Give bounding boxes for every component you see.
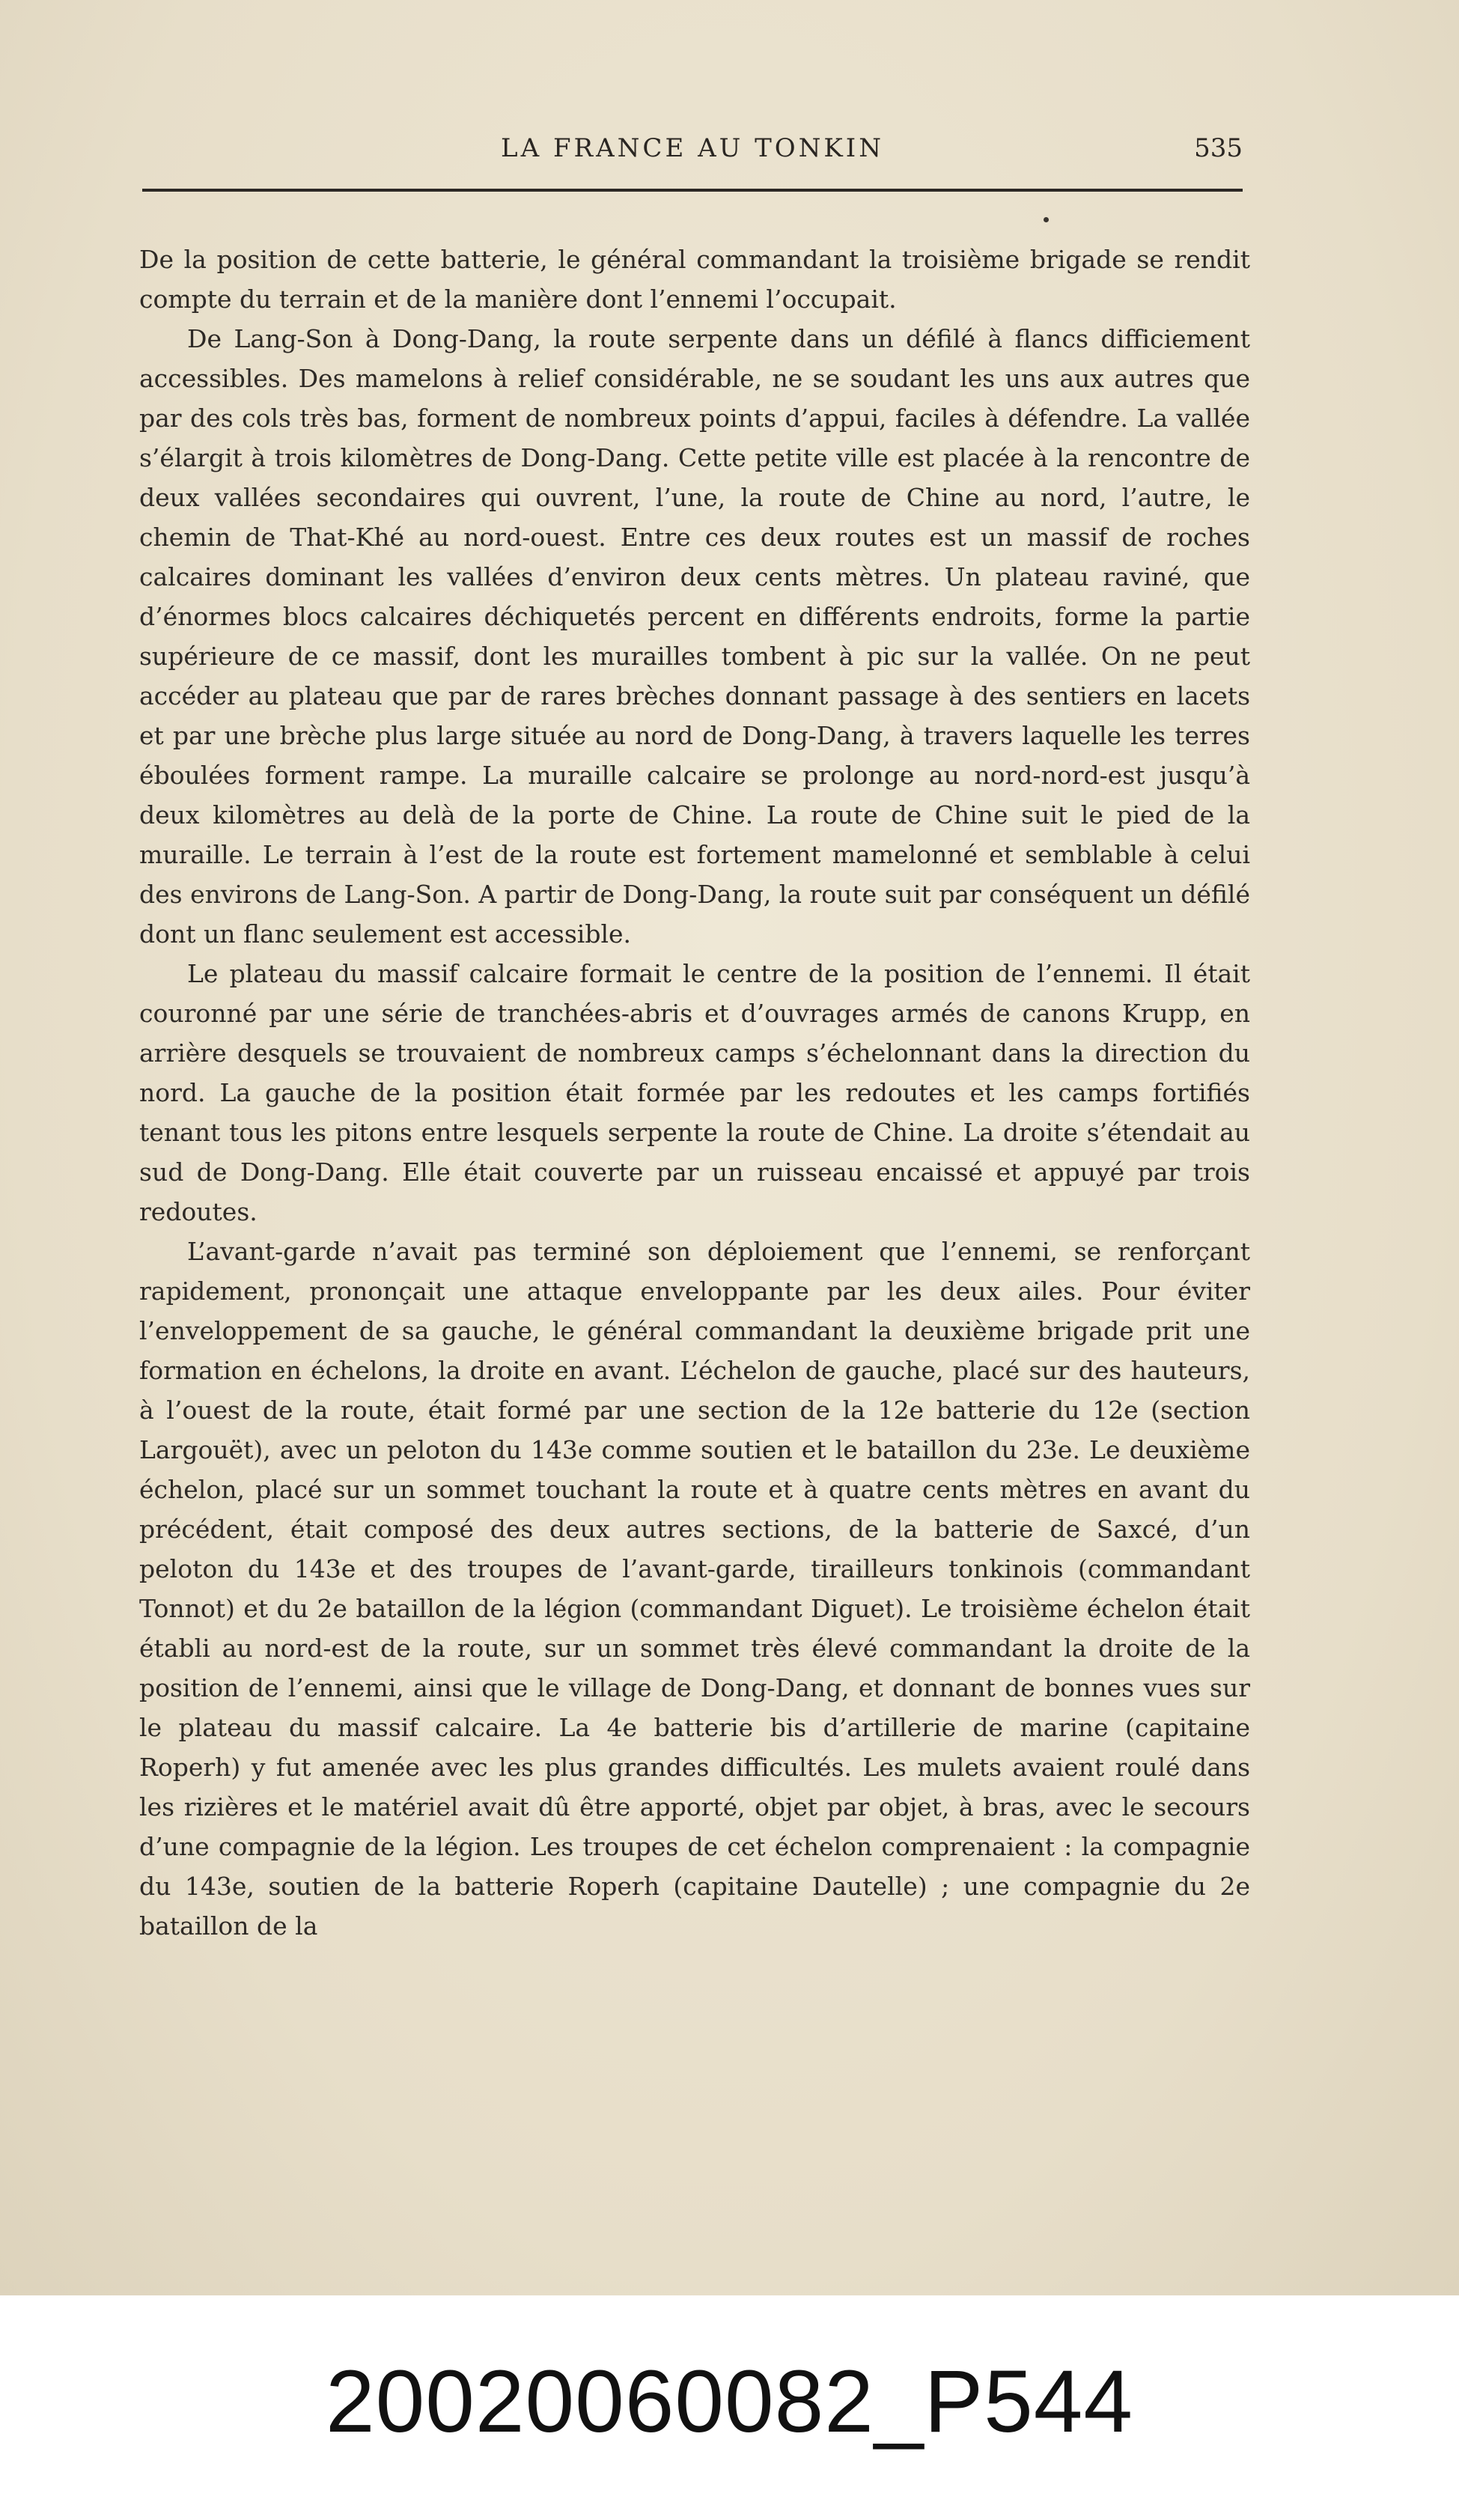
running-head-title: LA FRANCE AU TONKIN — [501, 133, 884, 163]
running-head — [142, 126, 1243, 178]
paragraph: Le plateau du massif calcaire formait le centre de la position de l’ennemi. Il était couronné par une série de tranchées-abris et d’ouvrages armés de canons Krupp, en arrière desquels se trouvaient de nombreux camps s’échelonnant dans la direction du nord. La gauche de la position était formée par les redoutes et les camps fortifiés tenant tous les pitons entre lesquels serpente la route de Chine. La droite s’étendait au sud de Dong-Dang. Elle était couverte par un ruisseau encaissé et appuyé par trois redoutes. — [139, 959, 1250, 1226]
body-text — [139, 240, 1250, 1946]
ink-speck — [1044, 217, 1049, 222]
page-number: 535 — [1194, 133, 1243, 163]
paragraph: De Lang-Son à Dong-Dang, la route serpente dans un défilé à flancs difficiement accessibles. Des mamelons à relief considérable, ne se soudant les uns aux autres que par des cols très bas, forment de nombreux points d’appui, faciles à défendre. La vallée s’élargit à trois kilomètres de Dong-Dang. Cette petite ville est placée à la rencontre de deux vallées secondaires qui ouvrent, l’une, la route de Chine au nord, l’autre, le chemin de That-Khé au nord-ouest. Entre ces deux routes est un massif de roches calcaires dominant les vallées d’environ deux cents mètres. Un plateau raviné, que d’énormes blocs calcaires déchiquetés percent en différents endroits, forme la partie supérieure de ce massif, dont les murailles tombent à pic sur la vallée. On ne peut accéder au plateau que par de rares brèches donnant passage à des sentiers en lacets et par une brèche plus large située au nord de Dong-Dang, à travers laquelle les terres éboulées forment rampe. La muraille calcaire se prolonge au nord-nord-est jusqu’à deux kilomètres au delà de la porte de Chine. La route de Chine suit le pied de la muraille. Le terrain à l’est de la route est fortement mamelonné et semblable à celui des environs de Lang-Son. A partir de Dong-Dang, la route suit par conséquent un défilé dont un flanc seulement est accessible. — [139, 324, 1250, 949]
header-rule — [142, 189, 1243, 192]
paragraph: De la position de cette batterie, le général commandant la troisième brigade se rendit compte du terrain et de la manière dont l’ennemi l’occupait. — [139, 245, 1250, 314]
paragraph: L’avant-garde n’avait pas terminé son déploiement que l’ennemi, se renforçant rapidement, prononçait une attaque enveloppante par les deux ailes. Pour éviter l’enveloppement de sa gauche, le général commandant la deuxième brigade prit une formation en échelons, la droite en avant. L’échelon de gauche, placé sur des hauteurs, à l’ouest de la route, était formé par une section de la 12e batterie du 12e (section Largouët), avec un peloton du 143e comme soutien et le bataillon du 23e. Le deuxième échelon, placé sur un sommet touchant la route et à quatre cents mètres en avant du précédent, était composé des deux autres sections, de la batterie de Saxcé, d’un peloton du 143e et des troupes de l’avant-garde, tirailleurs tonkinois (commandant Tonnot) et du 2e bataillon de la légion (commandant Diguet). Le troisième échelon était établi au nord-est de la route, sur un sommet très élevé commandant la droite de la position de l’ennemi, ainsi que le village de Dong-Dang, et donnant de bonnes vues sur le plateau du massif calcaire. La 4e batterie bis d’artillerie de marine (capitaine Roperh) y fut amenée avec les plus grandes difficultés. Les mulets avaient roulé dans les rizières et le matériel avait dû être apporté, objet par objet, à bras, avec le secours d’une compagnie de la légion. Les troupes de cet échelon comprenaient : la compagnie du 143e, soutien de la batterie Roperh (capitaine Dautelle) ; une compagnie du 2e bataillon de la — [139, 1237, 1250, 1941]
image-id-caption: 20020060082_P544 — [325, 2352, 1134, 2451]
